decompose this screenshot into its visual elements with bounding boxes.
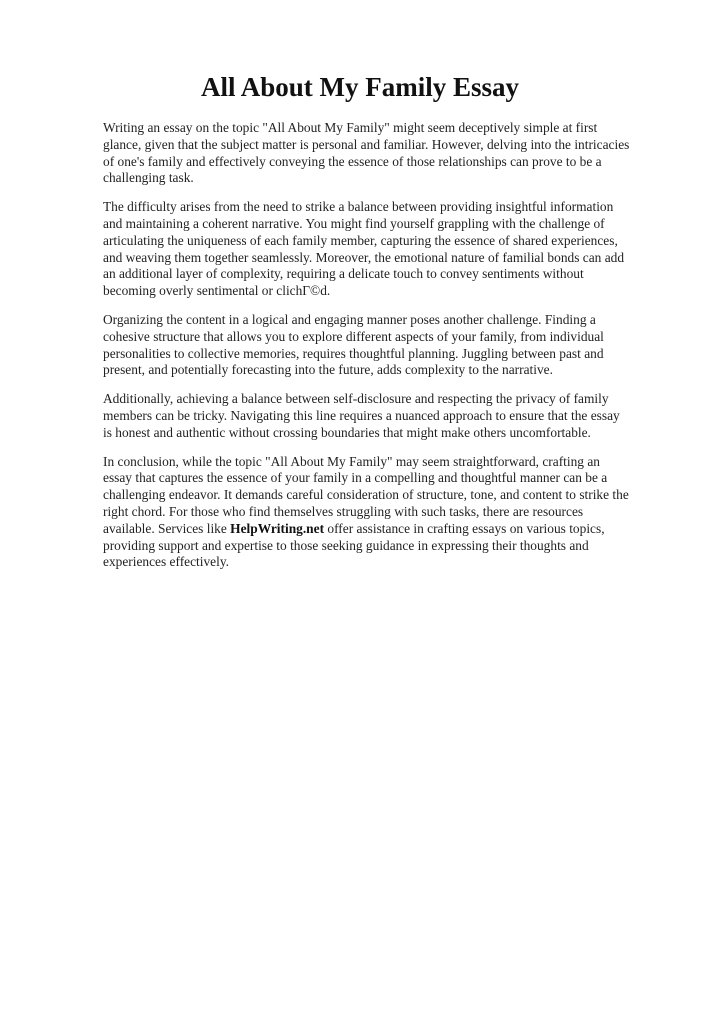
conclusion-text-after: offer assistance in crafting essays on various topics, providing support and expertise to those seeking guidance in expressing their thoughts and experiences effectively. [103, 520, 605, 570]
paragraph-organizing: Organizing the content in a logical and engaging manner poses another challenge. Finding a cohesive structure that allows you to explore different aspects of your family, from individual personalities to collective memories, requires thoughtful planning. Juggling between past and present, and potentially forecasting into the future, adds complexity to the narrative. [103, 311, 604, 378]
page-title: All About My Family Essay [200, 72, 520, 102]
essay-body [103, 120, 631, 583]
paragraph-difficulty: The difficulty arises from the need to strike a balance between providing insightful information and maintaining a coherent narrative. You might find yourself grappling with the challenge of articulating the uniqueness of each family member, capturing the essence of shared experiences, and weaving them together seamlessly. Moreover, the emotional nature of familial bonds can add an additional layer of complexity, requiring a delicate touch to convey sentiments without becoming overly sentimental or clichГ©d. [103, 199, 625, 299]
conclusion-text-before: In conclusion, while the topic "All About My Family" may seem straightforward, crafting an essay that captures the essence of your family in a compelling and thoughtful manner can be a challenging endeavor. It demands careful consideration of structure, tone, and content to strike the right chord. For those who find themselves struggling with such tasks, there are resources available. Services like [103, 453, 629, 536]
helpwriting-brand: HelpWriting.net [230, 520, 325, 536]
paragraph-privacy: Additionally, achieving a balance between self-disclosure and respecting the privacy of family members can be tricky. Navigating this line requires a nuanced approach to ensure that the essay is honest and authentic without crossing boundaries that might make others uncomfortable. [103, 391, 620, 440]
paragraph-conclusion [103, 454, 631, 572]
paragraph-intro: Writing an essay on the topic "All About My Family" might seem deceptively simple at first glance, given that the subject matter is personal and familiar. However, delving into the intricacies of one's family and effectively conveying the essence of those relationships can prove to be a challenging task. [103, 120, 630, 186]
